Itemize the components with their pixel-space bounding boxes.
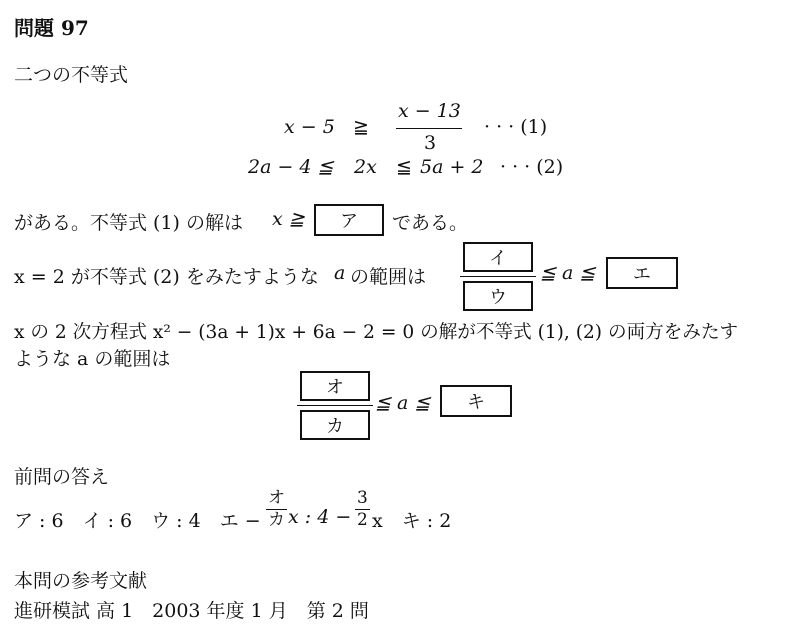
ineq2-lhs: 2a − 4 ≦ bbox=[248, 156, 334, 178]
line4-text: ような a の範囲は bbox=[14, 348, 171, 370]
ineq2-mid: 2x bbox=[354, 156, 377, 178]
answer-box-e[interactable]: エ bbox=[606, 257, 678, 289]
ineq1-rel: ≧ bbox=[353, 116, 369, 138]
line2-before: x = 2 が不等式 (2) をみたすような bbox=[14, 266, 319, 288]
prev-frac1-den: カ bbox=[268, 510, 285, 531]
ineq1-num: x − 13 bbox=[398, 100, 461, 122]
answer-box-a[interactable]: ア bbox=[314, 204, 384, 236]
reference-heading: 本問の参考文献 bbox=[14, 570, 148, 592]
line1-x-ge: x ≧ bbox=[272, 208, 305, 230]
problem-title: 問題 97 bbox=[14, 16, 89, 40]
answer-box-u[interactable]: ウ bbox=[463, 281, 533, 311]
prev-answers-heading: 前問の答え bbox=[14, 466, 110, 488]
ineq1-lhs: x − 5 bbox=[284, 116, 335, 138]
answer-box-o[interactable]: オ bbox=[300, 371, 370, 401]
line2-fraction-bar bbox=[460, 276, 536, 277]
answer-box-i[interactable]: イ bbox=[463, 242, 533, 272]
ineq1-den: 3 bbox=[424, 132, 437, 154]
line2-a: a bbox=[334, 262, 346, 284]
line1-before: がある。不等式 (1) の解は bbox=[14, 212, 243, 234]
prev-answers-part3: x キ : 2 bbox=[372, 510, 452, 532]
range-rel: ≦ a ≦ bbox=[375, 392, 431, 414]
ineq2-tag: · · · (2) bbox=[500, 156, 564, 178]
prev-answers-part2: x : 4 − bbox=[288, 506, 352, 528]
intro-text: 二つの不等式 bbox=[14, 64, 129, 86]
reference-text: 進研模試 高 1 2003 年度 1 月 第 2 問 bbox=[14, 600, 369, 622]
ineq1-tag: · · · (1) bbox=[484, 116, 548, 138]
answer-box-ki[interactable]: キ bbox=[440, 385, 512, 417]
answer-box-ka[interactable]: カ bbox=[300, 410, 370, 440]
line2-rel: ≦ a ≦ bbox=[540, 262, 596, 284]
prev-answers-part1: ア : 6 イ : 6 ウ : 4 エ − bbox=[14, 510, 261, 532]
ineq2-rhs: 5a + 2 bbox=[420, 156, 484, 178]
prev-frac1-num: オ bbox=[268, 488, 285, 508]
line2-after: の範囲は bbox=[350, 266, 427, 288]
prev-answers-fraction1 bbox=[266, 488, 287, 532]
ineq2-rel: ≦ bbox=[396, 156, 412, 178]
range-fraction-bar bbox=[297, 405, 373, 406]
prev-frac2-num: 3 bbox=[357, 488, 368, 508]
line3-text: x の 2 次方程式 x² − (3a + 1)x + 6a − 2 = 0 の解が不等式 (1), (2) の両方をみたす bbox=[14, 322, 739, 343]
ineq1-fraction-bar bbox=[396, 128, 462, 129]
line1-after: である。 bbox=[392, 212, 469, 234]
prev-answers-fraction2 bbox=[355, 488, 370, 532]
prev-frac2-den: 2 bbox=[357, 510, 368, 531]
